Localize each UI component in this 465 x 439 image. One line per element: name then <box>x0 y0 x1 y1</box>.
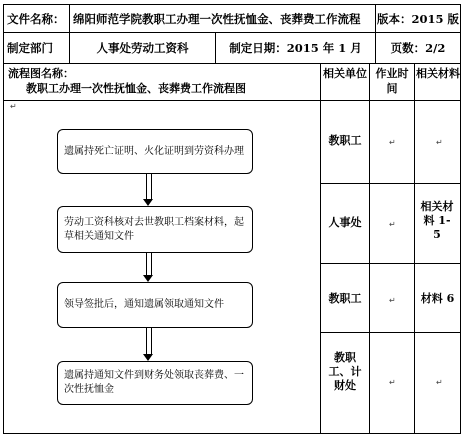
doc-name-label: 文件名称： <box>4 5 70 32</box>
arrow-2-3 <box>145 253 153 282</box>
col-divider-time <box>369 64 370 433</box>
flow-document <box>3 4 461 434</box>
arrow-1-2 <box>145 174 153 206</box>
col-divider-material <box>414 64 415 433</box>
header-row-2 <box>3 32 461 64</box>
header-row-1 <box>3 4 461 33</box>
arrow-3-4 <box>145 328 153 361</box>
step-3-text: 领导签批后，通知遗属领取通知文件 <box>64 299 224 310</box>
row-2-time: ↵ <box>389 220 396 229</box>
col-header-time: 作业时间 <box>375 67 409 95</box>
row-3-material: 材料 6 <box>420 292 455 305</box>
row-4-unit: 教职工、计财处 <box>328 351 362 392</box>
table-header-divider <box>4 100 460 101</box>
row-2-unit: 人事处 <box>328 216 362 229</box>
row-1-unit: 教职工 <box>328 134 362 147</box>
flow-chart-name: 教职工办理一次性抚恤金、丧葬费工作流程图 <box>26 82 246 95</box>
flow-chart-title <box>8 66 246 96</box>
flow-table <box>3 63 461 434</box>
step-1-box <box>57 129 253 174</box>
step-3-box <box>57 282 253 328</box>
step-2-box <box>57 206 253 253</box>
step-2-text: 劳动工资科核对去世教职工档案材料，起草相关通知文件 <box>64 216 244 242</box>
version-label: 版本：2015 版 <box>377 11 460 26</box>
date-label: 制定日期：2015 年 1 月 <box>216 33 376 63</box>
col-header-material: 相关材料 <box>416 67 460 80</box>
paragraph-mark: ↵ <box>10 102 17 111</box>
page-label: 页数：2/2 <box>390 41 446 55</box>
row-1-material: ↵ <box>436 138 443 147</box>
maker-label: 制定部门 <box>4 33 70 63</box>
row-3-time: ↵ <box>389 296 396 305</box>
row-4-material: ↵ <box>436 378 443 387</box>
step-1-text: 遗属持死亡证明、火化证明到劳资科办理 <box>64 145 244 157</box>
row-2-material: 相关材料 1-5 <box>420 200 454 241</box>
row-3-unit: 教职工 <box>328 292 362 305</box>
row-4-time: ↵ <box>389 378 396 387</box>
step-4-box <box>57 361 253 405</box>
row-divider-2 <box>320 263 460 264</box>
col-divider-unit <box>320 64 321 433</box>
col-header-unit: 相关单位 <box>323 67 367 80</box>
flow-chart-label: 流程图名称： <box>8 67 74 80</box>
row-1-time: ↵ <box>389 138 396 147</box>
doc-name-value: 绵阳师范学院教职工办理一次性抚恤金、丧葬费工作流程 <box>70 5 376 32</box>
maker-value: 人事处劳动工资科 <box>70 33 216 63</box>
row-divider-1 <box>320 183 460 184</box>
step-4-text: 遗属持通知文件到财务处领取丧葬费、一次性抚恤金 <box>64 370 244 395</box>
row-divider-3 <box>320 332 460 333</box>
